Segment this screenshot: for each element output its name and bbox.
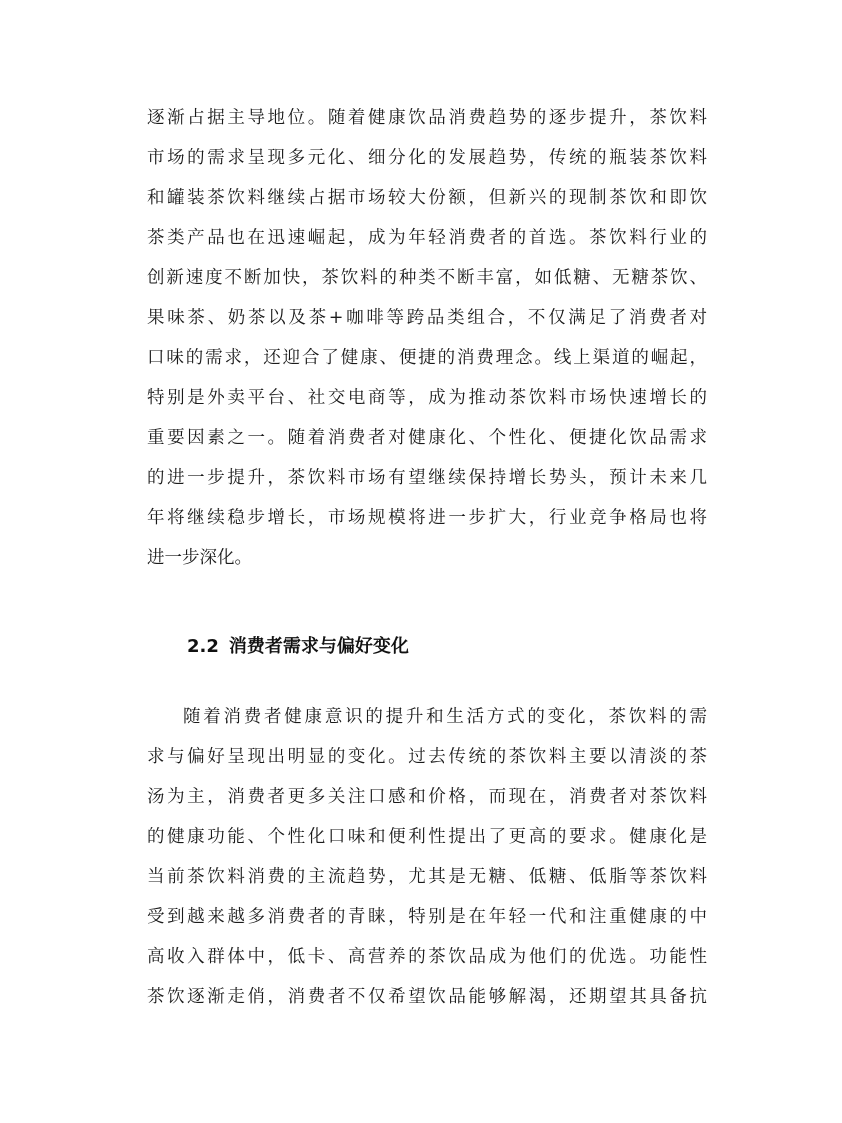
paragraph-line: 求与偏好呈现出明显的变化。过去传统的茶饮料主要以清淡的茶 — [147, 747, 707, 767]
paragraph-line: 当前茶饮料消费的主流趋势，尤其是无糖、低糖、低脂等茶饮料 — [147, 867, 707, 887]
paragraph-line: 进一步深化。 — [147, 548, 252, 568]
section-number: 2.2 — [187, 636, 219, 657]
paragraph-line: 的健康功能、个性化口味和便利性提出了更高的要求。健康化是 — [147, 827, 707, 847]
paragraph-line: 受到越来越多消费者的青睐，特别是在年轻一代和注重健康的中 — [147, 907, 707, 927]
paragraph-line: 重要因素之一。随着消费者对健康化、个性化、便捷化饮品需求 — [147, 428, 707, 448]
paragraph-line: 市场的需求呈现多元化、细分化的发展趋势，传统的瓶装茶饮料 — [147, 148, 707, 168]
paragraph-line: 随着消费者健康意识的提升和生活方式的变化，茶饮料的需 — [183, 707, 707, 727]
paragraph-line: 年将继续稳步增长，市场规模将进一步扩大，行业竞争格局也将 — [147, 508, 707, 528]
section-heading — [187, 634, 409, 660]
section-title: 消费者需求与偏好变化 — [228, 636, 409, 657]
paragraph-line: 口味的需求，还迎合了健康、便捷的消费理念。线上渠道的崛起， — [147, 348, 707, 368]
paragraph-line: 和罐装茶饮料继续占据市场较大份额，但新兴的现制茶饮和即饮 — [147, 188, 707, 208]
paragraph-line: 高收入群体中，低卡、高营养的茶饮品成为他们的优选。功能性 — [147, 947, 707, 967]
paragraph-line: 的进一步提升，茶饮料市场有望继续保持增长势头，预计未来几 — [147, 468, 707, 488]
paragraph-line: 茶饮逐渐走俏，消费者不仅希望饮品能够解渴，还期望其具备抗 — [147, 987, 707, 1007]
paragraph-line: 茶类产品也在迅速崛起，成为年轻消费者的首选。茶饮料行业的 — [147, 228, 707, 248]
paragraph-line: 特别是外卖平台、社交电商等，成为推动茶饮料市场快速增长的 — [147, 388, 707, 408]
paragraph-line: 果味茶、奶茶以及茶+咖啡等跨品类组合，不仅满足了消费者对 — [147, 308, 707, 328]
paragraph-line: 汤为主，消费者更多关注口感和价格，而现在，消费者对茶饮料 — [147, 787, 707, 807]
paragraph-line: 创新速度不断加快，茶饮料的种类不断丰富，如低糖、无糖茶饮、 — [147, 268, 707, 288]
paragraph-line: 逐渐占据主导地位。随着健康饮品消费趋势的逐步提升，茶饮料 — [147, 108, 707, 128]
